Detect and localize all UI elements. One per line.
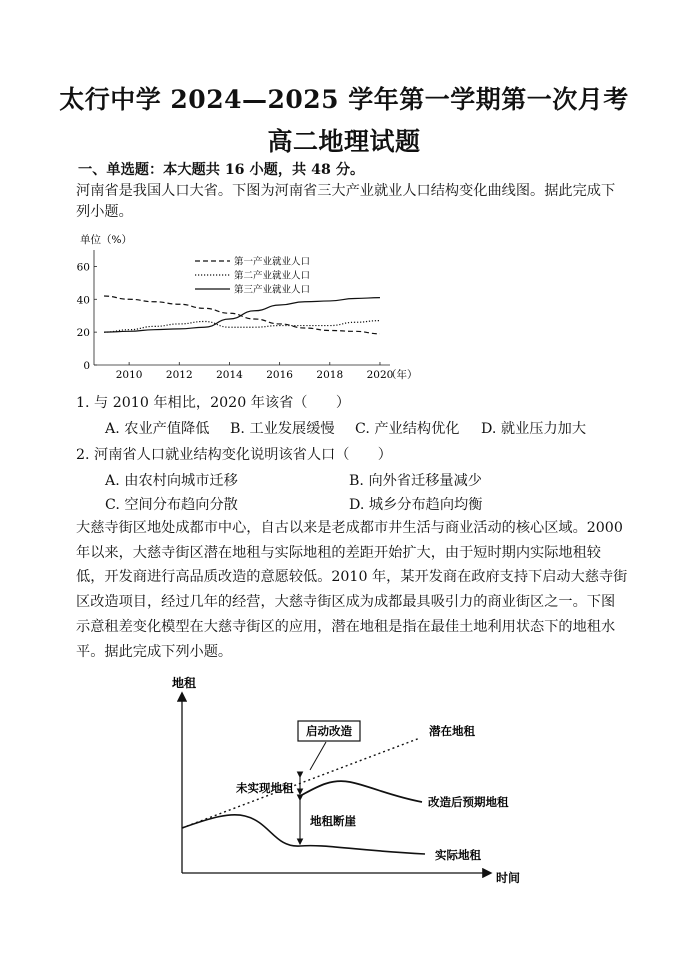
employment-structure-chart xyxy=(70,226,450,390)
x-tick-label: 2010 xyxy=(115,369,143,381)
potential-rent-line xyxy=(182,738,420,828)
y-tick-label: 20 xyxy=(76,327,90,340)
passage2-line-1: 大慈寺街区地处成都市中心，自古以来是老成都市井生活与商业活动的核心区域。2000 xyxy=(76,520,623,536)
passage2-line-5: 示意租差变化模型在大慈寺街区的应用，潜在地租是指在最佳土地利用状态下的地租水 xyxy=(76,619,616,635)
q1-option-c: C. 产业结构优化 xyxy=(355,421,460,437)
passage2-line-6: 平。据此完成下列小题。 xyxy=(76,644,233,660)
x-tick-label: 2014 xyxy=(216,369,243,381)
q1-option-d: D. 就业压力加大 xyxy=(481,421,587,437)
y-axis-label: 单位（%） xyxy=(80,234,132,246)
q1-option-b: B. 工业发展缓慢 xyxy=(230,421,335,437)
diagram-x-axis-label: 时间 xyxy=(496,871,521,885)
question-1-stem: 1. 与 2010 年相比，2020 年该省（ ） xyxy=(76,395,351,411)
potential-rent-label: 潜在地租 xyxy=(429,724,475,738)
y-tick-label: 60 xyxy=(76,261,90,274)
x-tick-label: 2016 xyxy=(266,369,293,381)
question-2-stem: 2. 河南省人口就业结构变化说明该省人口（ ） xyxy=(76,447,392,463)
series-line-3 xyxy=(104,298,380,333)
start-renovation-label: 启动改造 xyxy=(306,724,352,738)
expected-rent-curve xyxy=(300,781,422,802)
legend-label-3: 第三产业就业人口 xyxy=(234,284,311,296)
legend-label-2: 第二产业就业人口 xyxy=(234,270,311,282)
rent-gap-diagram xyxy=(150,670,530,890)
q1-option-a: A. 农业产值降低 xyxy=(105,421,210,437)
q2-option-c: C. 空间分布趋向分散 xyxy=(105,497,238,513)
x-tick-label: 2018 xyxy=(316,369,344,381)
rent-cliff-label: 地租断崖 xyxy=(310,814,356,828)
passage2-line-4: 区改造项目，经过几年的经营，大慈寺街区成为成都最具吸引力的商业街区之一。下图 xyxy=(76,594,616,610)
diagram-y-axis-label: 地租 xyxy=(172,676,197,690)
unrealized-rent-label: 未实现地租 xyxy=(236,781,294,795)
exam-title: 太行中学 2024—2025 学年第一学期第一次月考 xyxy=(59,85,629,114)
passage1-line-2: 列小题。 xyxy=(76,204,133,220)
x-tick-label: 2012 xyxy=(165,369,193,381)
section-heading: 一、单选题：本大题共 16 小题，共 48 分。 xyxy=(78,162,365,178)
start-box-pointer xyxy=(310,742,326,770)
passage2-line-2: 年以来，大慈寺街区潜在地租与实际地租的差距开始扩大，由于短时期内实际地租较 xyxy=(76,545,601,561)
legend-label-1: 第一产业就业人口 xyxy=(234,256,311,268)
x-axis-label: （年） xyxy=(386,369,418,381)
q2-option-a: A. 由农村向城市迁移 xyxy=(105,473,238,489)
actual-rent-label: 实际地租 xyxy=(435,848,481,862)
y-tick-label: 0 xyxy=(83,360,90,372)
exam-subtitle: 高二地理试题 xyxy=(267,127,421,156)
x-tick-label: 2020 xyxy=(366,369,394,381)
q2-option-b: B. 向外省迁移量减少 xyxy=(349,473,482,489)
q2-option-d: D. 城乡分布趋向均衡 xyxy=(349,497,483,513)
y-tick-label: 40 xyxy=(76,294,90,307)
passage2-line-3: 低，开发商进行高品质改造的意愿较低。2010 年，某开发商在政府支持下启动大慈寺街 xyxy=(76,569,628,585)
actual-rent-curve xyxy=(182,815,425,854)
expected-rent-label: 改造后预期地租 xyxy=(428,795,509,809)
passage1-line-1: 河南省是我国人口大省。下图为河南省三大产业就业人口结构变化曲线图。据此完成下 xyxy=(76,183,616,199)
